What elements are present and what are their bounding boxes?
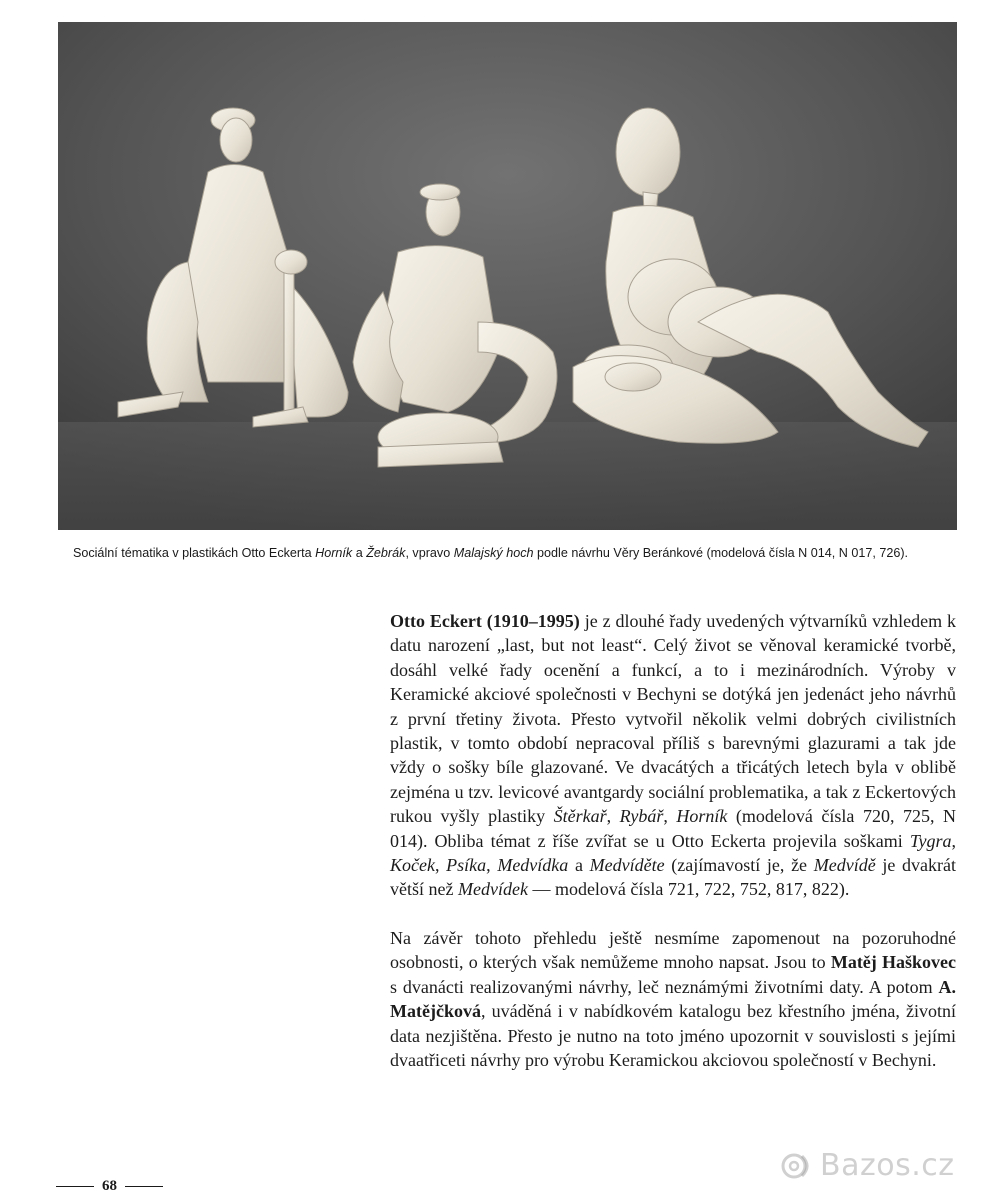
title-medvidek: Medvídek (457, 879, 528, 900)
separator: , (663, 806, 677, 827)
paragraph-otto-eckert (390, 609, 956, 902)
figurines-photo (58, 22, 957, 530)
folio-rule-left (56, 1186, 94, 1187)
caption-text: Sociální tématika v plastikách Otto Eckerta (72, 546, 316, 560)
title-rybar: Rybář (619, 806, 664, 827)
paragraph-text: je dvakrát větší než (390, 855, 956, 900)
bazos-logo-icon (780, 1151, 814, 1181)
watermark (780, 1148, 954, 1183)
separator: , (606, 806, 620, 827)
paragraph-other-designers (390, 926, 956, 1072)
paragraph-text: s dvanácti realizovanými návrhy, leč neznámými životními daty. A potom (390, 976, 939, 997)
title-hornik: Horník (676, 806, 728, 827)
folio-rule-right (125, 1186, 163, 1187)
paragraph-text: (modelová čísla 720, 725, N 014). Obliba témat z říše zvířat se u Otto Eckerta projevila soškami (390, 806, 957, 851)
watermark-text: Bazos.cz (820, 1148, 955, 1183)
paragraph-text: — modelová čísla 721, 722, 752, 817, 822). (527, 879, 850, 900)
paragraph-text: Na závěr tohoto přehledu ještě nesmíme zapomenout na pozoruhodné osobnosti, o kterých však nemůžeme mnoho napsat. Jsou to (390, 927, 956, 973)
caption-title-malajsky-hoch: Malajský hoch (453, 546, 534, 560)
caption-text: a (352, 546, 367, 560)
porcelain-figurines-image (58, 22, 957, 530)
paragraph-text: , uváděná i v nabídkovém katalogu bez křestního jména, životní data nezjištěna. Přesto je nutno na toto jméno upozornit v souvislosti s jejími dvaatřiceti návrhy pro výrobu Keramickou akciovou společností v Bechyni. (390, 1001, 956, 1070)
title-medvide: Medvídě (813, 855, 876, 876)
page-number: 68 (102, 1178, 117, 1194)
article-body (390, 609, 956, 1072)
name-otto-eckert: Otto Eckert (1910–1995) (390, 611, 580, 631)
title-kocek: Koček (390, 855, 435, 876)
paragraph-text: je z dlouhé řady uvedených výtvarníků vzhledem k datu narození „last, but not least“. Celý život se věnoval keramické tvorbě, dosáhl velké řady ocenění a funkcí, a to i mezinárodních. Výroby v Keramické akciové společnosti v Bechyni se dotýká jen jedenáct jeho návrhů z první třetiny života. Přesto vytvořil několik velmi dobrých civilistních plastik, v tomto období nepracoval příliš s barevnými glazurami a tak jde vždy o sošky bíle glazované. Ve dvacátých a třicátých letech byla v oblibě zejména u tzv. levicové avantgardy sociální problematika, a tak z Eckertových rukou vyšly plastiky (390, 611, 956, 827)
paragraph-text: (zajímavostí je, že (664, 855, 814, 876)
title-medvidete: Medvíděte (589, 855, 665, 876)
separator: , (434, 855, 447, 876)
title-sterkar: Štěrkař (553, 806, 607, 827)
name-a-matejckova: A. Matějčková (390, 976, 956, 1022)
separator: , (486, 855, 498, 876)
caption-text: , vpravo (405, 546, 454, 560)
separator: , (951, 830, 956, 851)
title-tygra: Tygra (909, 830, 952, 851)
caption-title-hornik: Horník (315, 546, 353, 560)
caption-title-zebrak: Žebrák (366, 546, 406, 560)
caption-text: podle návrhu Věry Beránkové (modelová čísla N 014, N 017, 726). (533, 546, 909, 560)
title-psika: Psíka (446, 855, 487, 876)
page-folio (56, 1178, 163, 1195)
separator: a (568, 855, 590, 876)
photo-caption (30, 545, 951, 561)
title-medvidka: Medvídka (497, 855, 569, 876)
name-matej-haskovec: Matěj Haškovec (830, 952, 956, 973)
